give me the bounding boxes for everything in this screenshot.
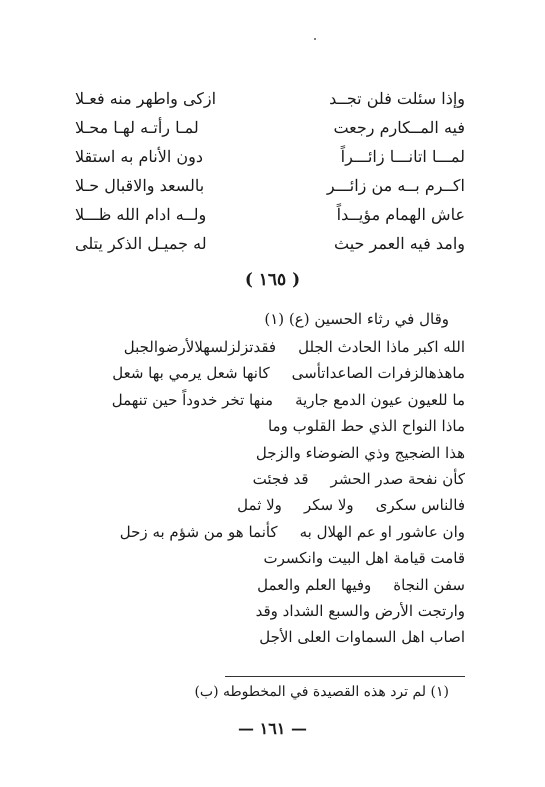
- hemistich-right: عاش الهمام مؤيــداً: [336, 205, 465, 224]
- hemistich-left: دون الأنام به استقلا: [75, 147, 204, 166]
- poem-top-verse-1: [75, 84, 465, 113]
- poem-top-verse-3: [75, 142, 465, 171]
- line-part: اصاب اهل السماوات العلى الأجل: [259, 628, 465, 647]
- line-part: منها تخر خدوداً حين تنهمل: [111, 390, 274, 409]
- line-part: ماهذهالزفرات الصاعداتأسى: [291, 364, 465, 383]
- line-part: ماذا النواح الذي حط القلوب وما: [267, 417, 465, 436]
- poem-bottom-line-4: [75, 413, 465, 439]
- hemistich-right: وامد فيه العمر حيث: [334, 234, 465, 253]
- poem-top-verse-5: [75, 200, 465, 229]
- hemistich-left: بالسعد والاقبال حـلا: [75, 176, 205, 195]
- poem-bottom-line-11: [75, 598, 465, 624]
- line-part: قامت قيامة اهل البيت وانكسرت: [263, 549, 465, 568]
- page-number: — ١٦١ —: [238, 719, 307, 738]
- paper-speck: [314, 38, 316, 40]
- poem-top-verse-6: [75, 229, 465, 258]
- line-part: وان عاشور او عم الهلال به: [299, 522, 465, 541]
- poem-top-verse-2: [75, 113, 465, 142]
- line-part: الله اكبر ماذا الحادث الجلل: [298, 338, 465, 356]
- poem-bottom-line-2: [75, 360, 465, 386]
- poem-bottom-line-5: [75, 440, 465, 466]
- line-part: هذا الضجيج وذي الضوضاء والزجل: [255, 443, 465, 462]
- hemistich-left: لمـا رأتـه لهـا محـلا: [75, 118, 199, 137]
- line-part: وفيها العلم والعمل: [257, 575, 372, 594]
- line-part: قد فجئت: [252, 469, 309, 488]
- line-part: كأن نفحة صدر الحشر: [330, 469, 465, 488]
- poem-top: [75, 84, 465, 258]
- line-part: ولا ثمل: [237, 496, 282, 515]
- section-number: ( ١٦٥ ): [244, 270, 301, 290]
- line-part: كأنما هو من شؤم به زحل: [119, 522, 278, 541]
- poem-top-verse-4: [75, 171, 465, 200]
- poem-heading: وقال في رثاء الحسين (ع) (١): [264, 310, 449, 328]
- poem-bottom-line-8: [75, 519, 465, 545]
- line-part: سفن النجاة: [393, 575, 465, 594]
- hemistich-right: لمـــا اتانـــا زائـــراً: [340, 147, 465, 166]
- footnote-rule: [225, 676, 465, 677]
- poem-bottom-line-1: [75, 334, 465, 360]
- hemistich-left: ولــه ادام الله ظـــلا: [75, 205, 207, 224]
- line-part: فقدتزلزلسهلالأرضوالجبل: [123, 338, 277, 356]
- hemistich-left: له جميـل الذكر يتلى: [75, 234, 207, 253]
- footnote: (١) لم ترد هذه القصيدة في المخطوطه (ب): [194, 684, 449, 700]
- hemistich-left: ازكى واطهر منه فعـلا: [75, 89, 217, 108]
- hemistich-right: اكــرم بــه من زائـــر: [326, 176, 465, 195]
- poem-bottom-line-6: [75, 466, 465, 492]
- poem-bottom-line-12: [75, 624, 465, 650]
- line-part: ولا سكر: [303, 496, 354, 515]
- line-part: ما للعيون عيون الدمع جارية: [295, 390, 465, 409]
- poem-bottom-line-7: [75, 492, 465, 518]
- poem-bottom: [75, 334, 465, 651]
- poem-bottom-line-10: [75, 572, 465, 598]
- line-part: فالناس سكرى: [375, 496, 465, 515]
- hemistich-right: وإذا سئلت فلن تجــد: [329, 89, 465, 108]
- line-part: كانها شعل يرمي بها شعل: [112, 364, 270, 383]
- line-part: وارتجت الأرض والسبع الشداد وقد: [255, 601, 465, 620]
- hemistich-right: فيه المــكارم رجعت: [333, 118, 465, 137]
- poem-bottom-line-9: [75, 545, 465, 571]
- poem-bottom-line-3: [75, 387, 465, 413]
